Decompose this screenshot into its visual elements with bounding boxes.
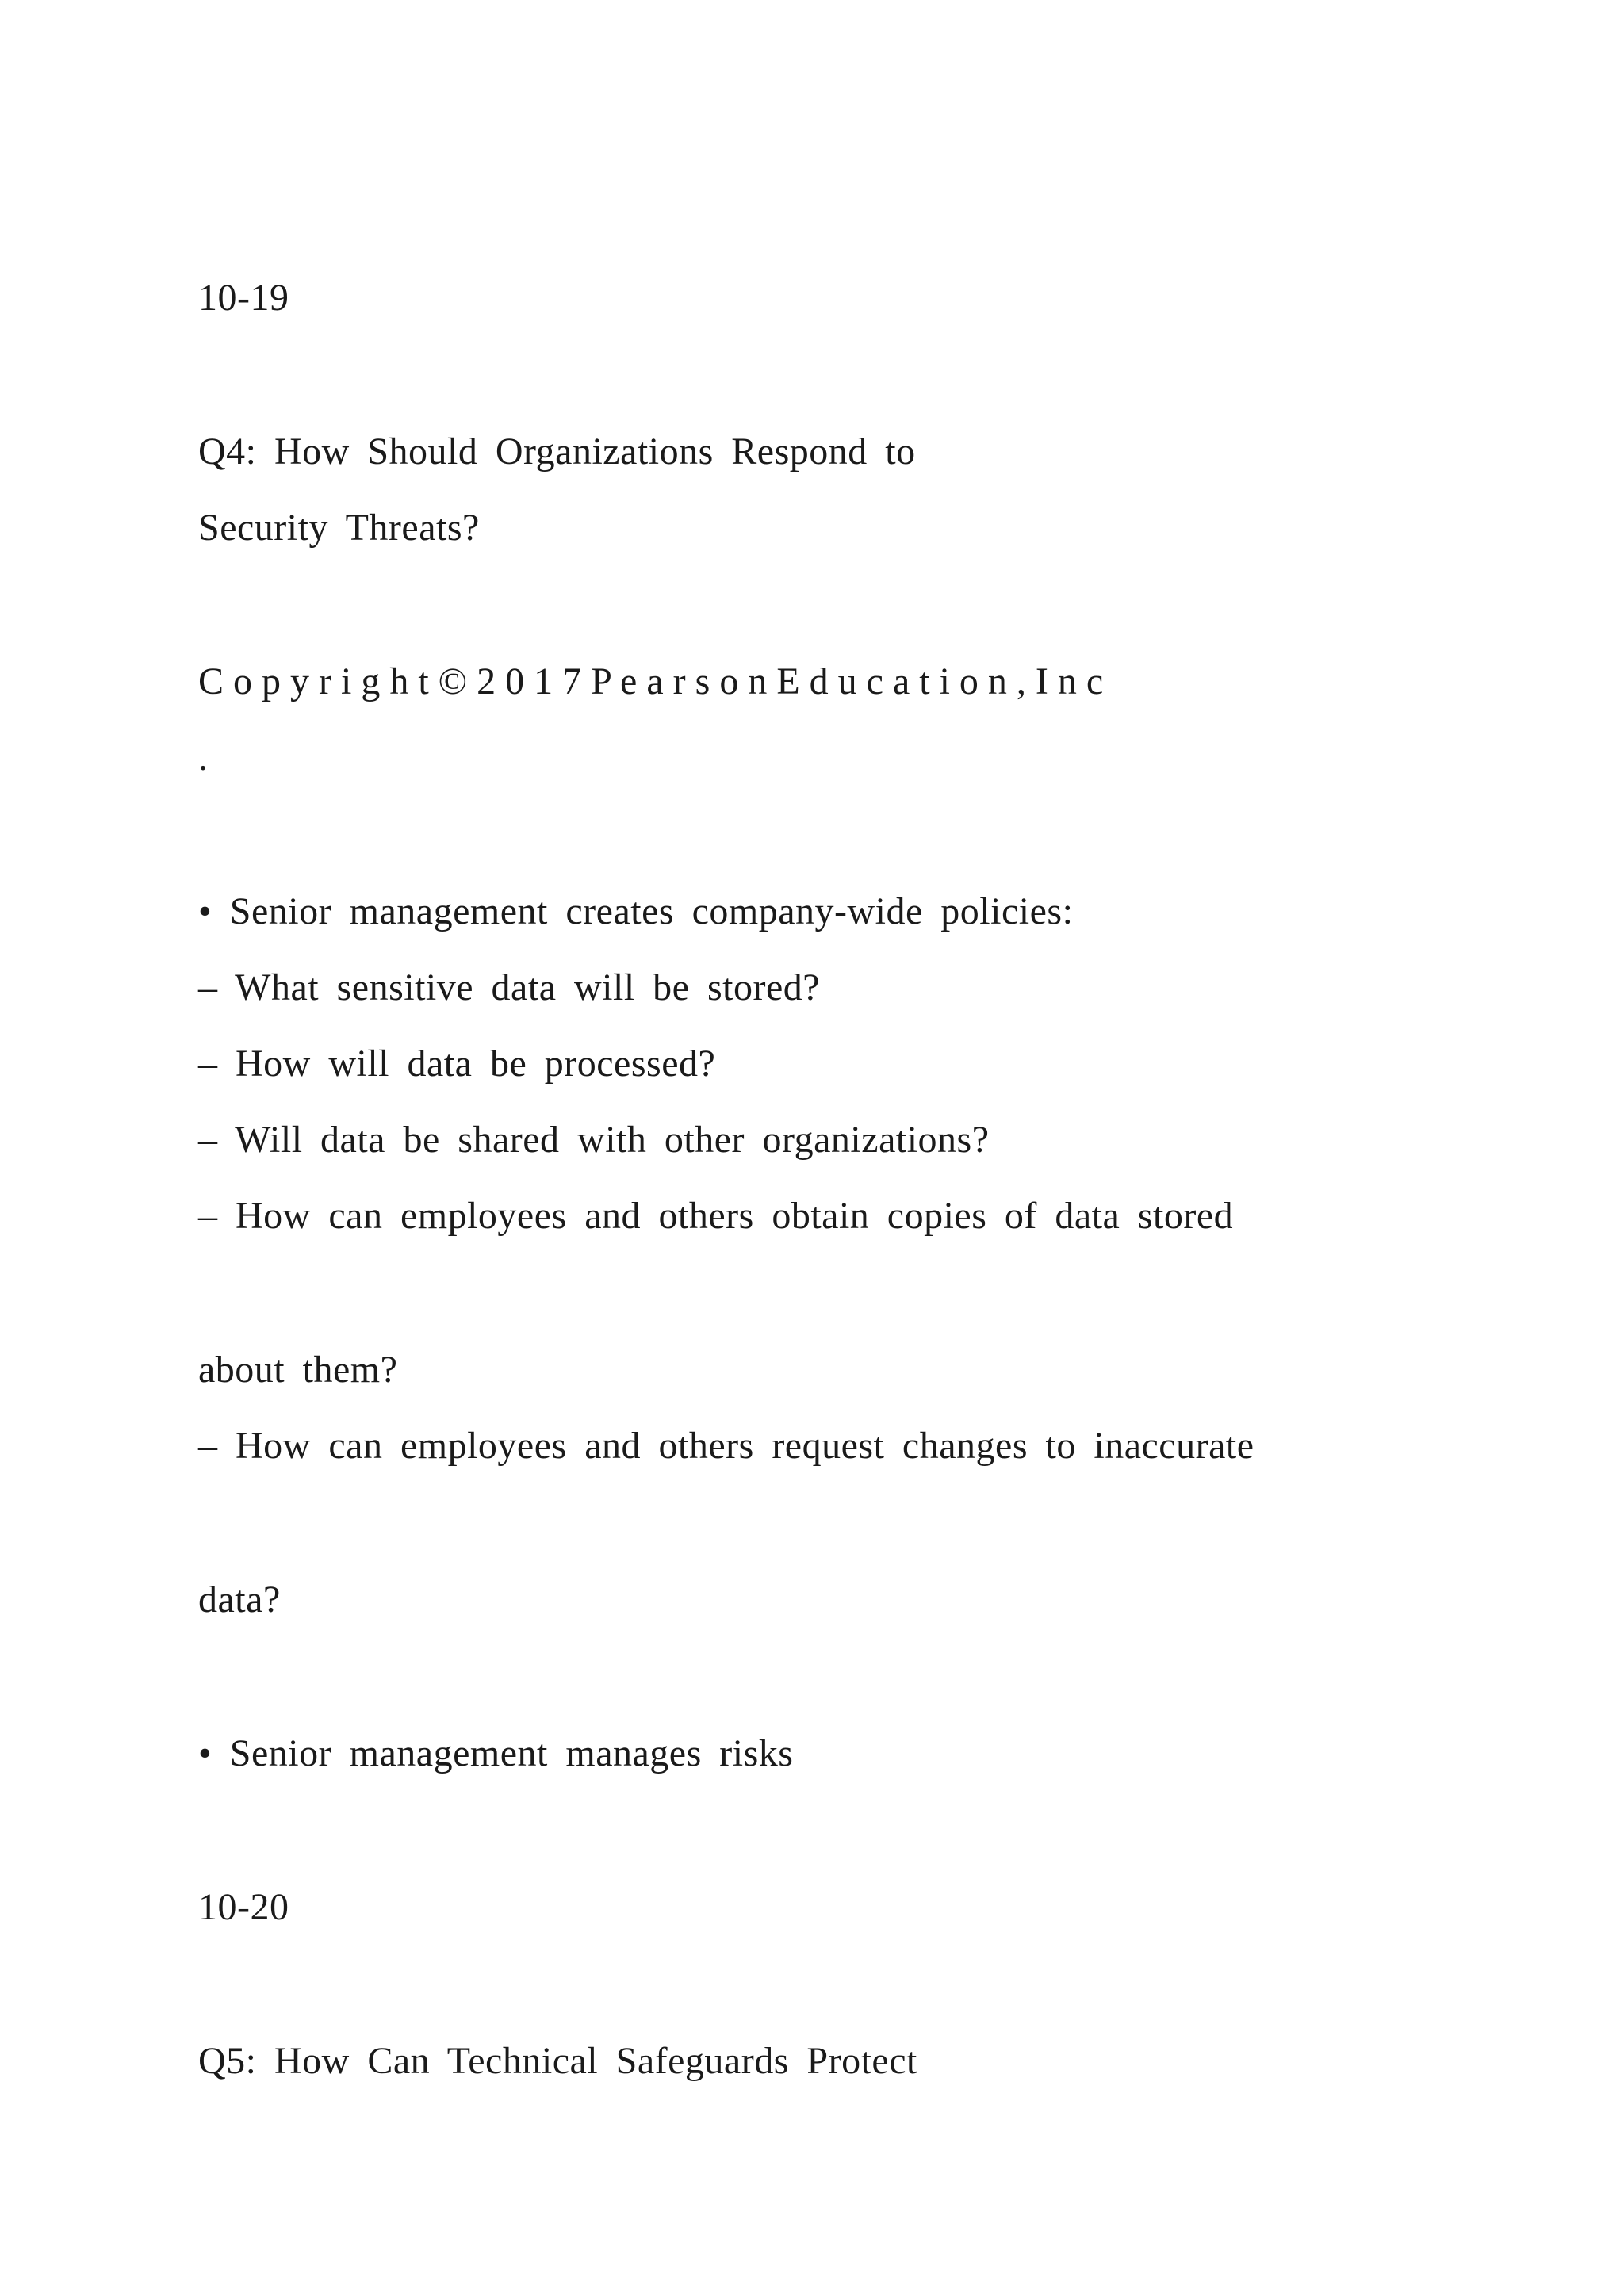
sub-bullet-obtain-copies-cont: about them?	[198, 1349, 398, 1391]
bullet-policies: • Senior management creates company-wide policies:	[198, 890, 1074, 932]
slide-title-q5-line-1: Q5: How Can Technical Safeguards Protect	[198, 2040, 917, 2082]
sub-bullet-sensitive-data: – What sensitive data will be stored?	[198, 966, 821, 1008]
bullet-manages-risks: • Senior management manages risks	[198, 1732, 794, 1774]
slide-number-10-19: 10-19	[198, 277, 289, 319]
sub-bullet-data-sharing: – Will data be shared with other organizations?	[198, 1119, 990, 1161]
slide-title-q4-line-1: Q4: How Should Organizations Respond to	[198, 430, 916, 473]
sub-bullet-data-processing: – How will data be processed?	[198, 1043, 716, 1085]
copyright-trailing-period: .	[198, 737, 209, 779]
sub-bullet-request-changes-cont: data?	[198, 1578, 281, 1621]
slide-title-q4-line-2: Security Threats?	[198, 507, 480, 549]
copyright-notice: C o p y r i g h t © 2 0 1 7 P e a r s o n E d u c a t i o n , I n c	[198, 660, 1104, 702]
sub-bullet-request-changes: – How can employees and others request changes to inaccurate	[198, 1425, 1254, 1467]
sub-bullet-obtain-copies: – How can employees and others obtain copies of data stored	[198, 1195, 1234, 1237]
slide-number-10-20: 10-20	[198, 1886, 289, 1928]
